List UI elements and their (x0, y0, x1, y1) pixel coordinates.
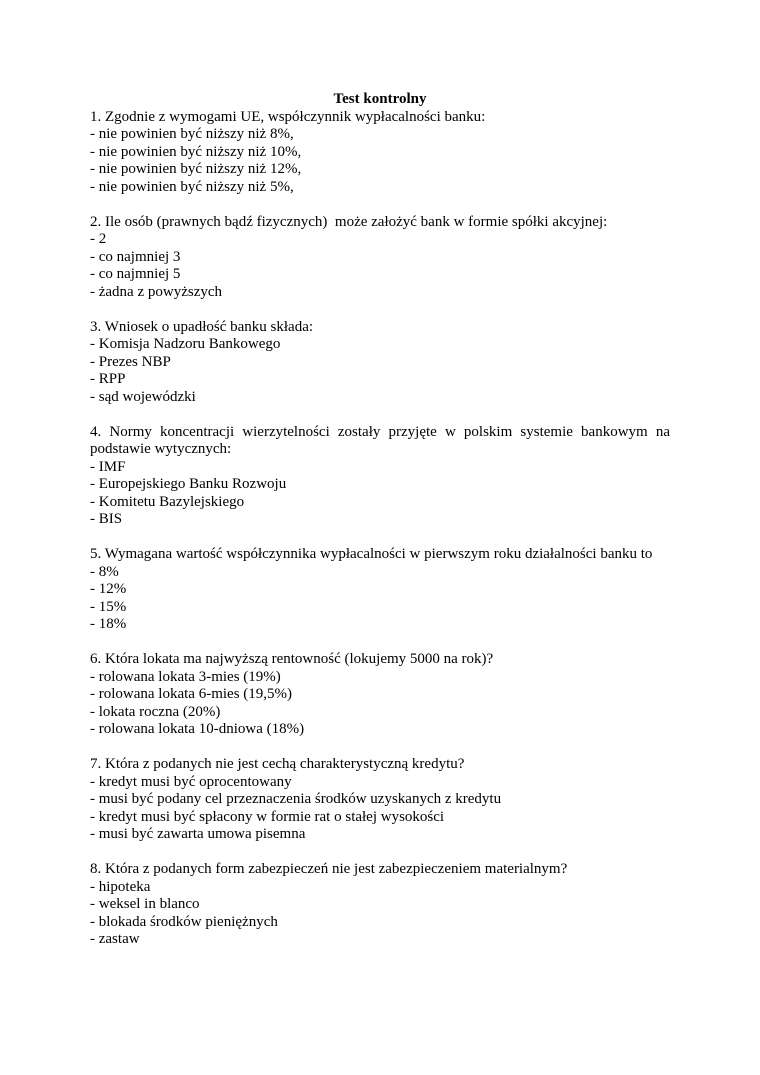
question-text: 7. Która z podanych nie jest cechą charakterystyczną kredytu? (90, 756, 465, 772)
answer-option: - 8% (90, 563, 119, 580)
question-8 (90, 861, 670, 949)
answer-option: - weksel in blanco (90, 896, 200, 912)
answer-option: - IMF (90, 458, 126, 475)
answer-option: - kredyt musi być oprocentowany (90, 773, 292, 790)
answer-option: - nie powinien być niższy niż 5%, (90, 178, 294, 195)
question-text: 3. Wniosek o upadłość banku składa: (90, 318, 314, 335)
answer-option: - 12% (90, 581, 127, 597)
answer-option: - nie powinien być niższy niż 8%, (90, 126, 294, 142)
question-text: 5. Wymagana wartość współczynnika wypłacalności w pierwszym roku działalności banku to (90, 546, 653, 562)
answer-option: - rolowana lokata 3-mies (19%) (90, 668, 281, 685)
question-text: 4. Normy koncentracji wierzytelności zostały przyjęte w polskim systemie bankowym na podstawie wytycznych: (90, 423, 670, 457)
question-5 (90, 546, 670, 634)
answer-option: - blokada środków pieniężnych (90, 913, 278, 930)
question-6 (90, 651, 670, 739)
answer-option: - co najmniej 3 (90, 248, 181, 265)
answer-option: - Komisja Nadzoru Bankowego (90, 336, 281, 352)
question-7 (90, 756, 670, 844)
answer-option: - lokata roczna (20%) (90, 703, 221, 720)
answer-option: - musi być podany cel przeznaczenia środków uzyskanych z kredytu (90, 791, 502, 807)
question-text: 2. Ile osób (prawnych bądź fizycznych) może założyć bank w formie spółki akcyjnej: (90, 213, 608, 230)
answer-option: - Komitetu Bazylejskiego (90, 493, 245, 510)
question-2 (90, 214, 670, 302)
answer-option: - co najmniej 5 (90, 266, 181, 282)
answer-option: - musi być zawarta umowa pisemna (90, 826, 306, 842)
answer-option: - sąd wojewódzki (90, 388, 196, 405)
question-1 (90, 109, 670, 197)
answer-option: - Europejskiego Banku Rozwoju (90, 476, 287, 492)
question-text: 8. Która z podanych form zabezpieczeń nie jest zabezpieczeniem materialnym? (90, 861, 568, 877)
answer-option: - 15% (90, 598, 127, 615)
document-page (90, 91, 670, 966)
answer-option: - zastaw (90, 931, 140, 947)
answer-option: - 2 (90, 231, 107, 247)
answer-option: - BIS (90, 511, 123, 527)
question-text: 6. Która lokata ma najwyższą rentowność (lokujemy 5000 na rok)? (90, 651, 494, 667)
answer-option: - nie powinien być niższy niż 12%, (90, 161, 302, 177)
answer-option: - hipoteka (90, 878, 151, 895)
answer-option: - rolowana lokata 10-dniowa (18%) (90, 721, 305, 737)
answer-option: - 18% (90, 616, 127, 632)
question-3 (90, 319, 670, 407)
question-text: 1. Zgodnie z wymogami UE, współczynnik wypłacalności banku: (90, 108, 486, 125)
question-4 (90, 424, 670, 529)
answer-option: - Prezes NBP (90, 353, 171, 370)
answer-option: - RPP (90, 371, 126, 387)
answer-option: - kredyt musi być spłacony w formie rat o stałej wysokości (90, 808, 445, 825)
answer-option: - żadna z powyższych (90, 283, 223, 300)
answer-option: - nie powinien być niższy niż 10%, (90, 143, 302, 160)
answer-option: - rolowana lokata 6-mies (19,5%) (90, 686, 293, 702)
document-title: Test kontrolny (333, 91, 427, 107)
